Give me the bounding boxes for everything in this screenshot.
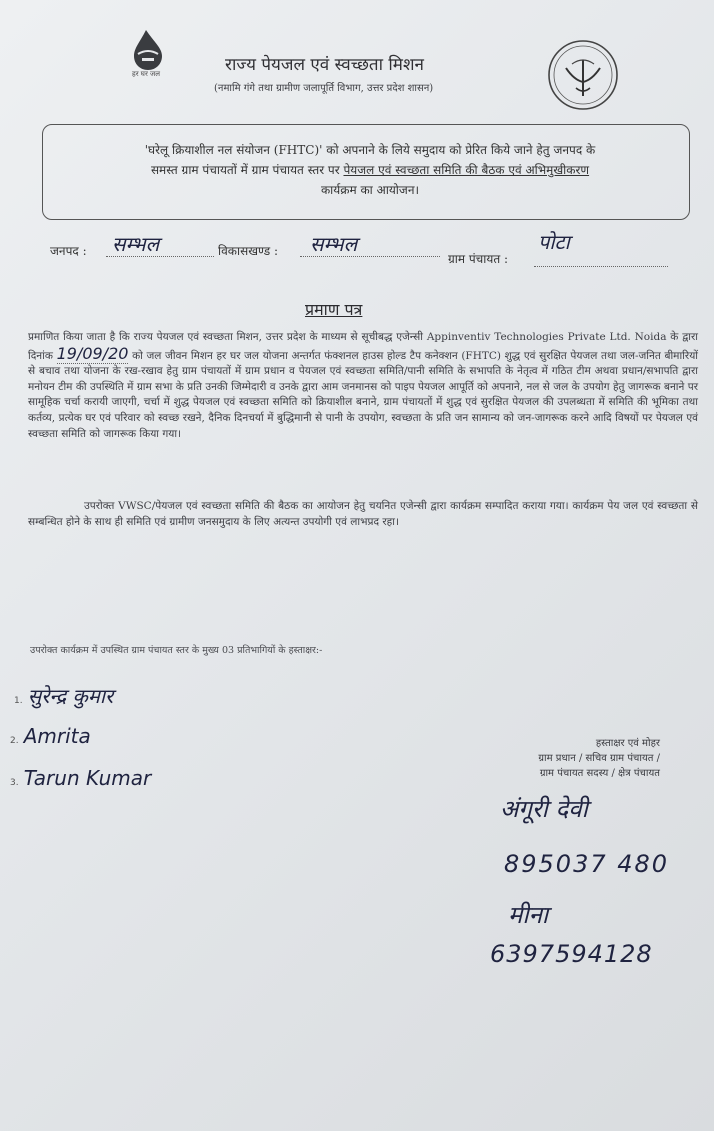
attendee-row-1 xyxy=(14,682,113,709)
up-emblem xyxy=(546,38,620,112)
subject-line-1: 'घरेलू क्रियाशील नल संयोजन (FHTC)' को अपनाने के लिये समुदाय को प्रेरित किये जाने हेतु जनपद के xyxy=(144,143,596,157)
attendee-number: 3. xyxy=(10,778,19,788)
body-p1-part-b: को जल जीवन मिशन हर घर जल योजना अन्तर्गत फंक्शनल हाउस होल्ड टैप कनेक्शन (FHTC) शुद्ध एवं सुरक्षित पेयजल तथा जल-जनित बीमारियों से बचाव तथा योजना के रख-रखाव हेतु ग्राम पंचायतों में ग्राम प्रधान व पेयजल एवं स्वच्छता समिति/पानी समिति के सभापति के नेतृत्व में गठित टीम अथवा प्रधान/सभापति द्वारा मनोयन टीम की उपस्थिति में ग्राम सभा के प्रति उनकी जिम्मेदारी व उनके द्वारा आम जनमानस को पाइप पेयजल आपूर्ति को अपनाने, नल से जल के उपयोग हेतु जागरूक बनाने पर सामूहिक चर्चा करायी जाएगी, चर्चा में शुद्ध पेयजल एवं स्वच्छता समिति को क्रियाशील बनाने, ग्राम पंचायतों में शुद्ध एवं सुरक्षित पेयजल की उपलब्धता में समिति की भूमिका तथा कर्तव्य, प्रत्येक घर एवं परिवार को स्वच्छ रखने, दैनिक दिनचर्या में बुद्धिमानी से पानी के उपयोग, स्वच्छता के प्रति जन सामान्य को जन-जागरूक करने आदि विषयों पर पेयजल एवं स्वच्छता समिति को जागरूक किया गया। xyxy=(28,349,699,440)
attendee-row-3 xyxy=(10,766,151,790)
attendee-signature: Tarun Kumar xyxy=(23,766,152,790)
certificate-body-paragraph-2: उपरोक्त VWSC/पेयजल एवं स्वच्छता समिति की बैठक का आयोजन हेतु चयनित एजेन्सी द्वारा कार्यक्रम सम्पादित कराया गया। कार्यक्रम पेय जल एवं स्वच्छता से सम्बन्धित होने के साथ ही समिति एवं ग्रामीण जनसमुदाय के लिए अत्यन्त उपयोगी एवं लाभप्रद रहा। xyxy=(28,500,698,528)
attendee-row-2 xyxy=(10,724,91,748)
subject-line-3: कार्यक्रम का आयोजन। xyxy=(320,183,420,197)
attendees-label: उपरोक्त कार्यक्रम में उपस्थित ग्राम पंचायत स्तर के मुख्य 03 प्रतिभागियों के हस्ताक्षर:- xyxy=(30,645,323,656)
panchayat-label: ग्राम पंचायत : xyxy=(448,252,509,266)
signatory-labels xyxy=(480,736,660,781)
attendee-signature: सुरेन्द्र कुमार xyxy=(27,684,114,708)
subject-text xyxy=(60,140,680,200)
event-date: 19/09/20 xyxy=(56,343,129,363)
signatory-label-1: हस्ताक्षर एवं मोहर xyxy=(595,738,660,749)
body-p1-part-a: प्रमाणित किया जाता है कि राज्य पेयजल एवं स्वच्छता मिशन, उत्तर प्रदेश के माध्यम से सूचीबद्ध एजेन्सी Appinventiv Technologies Private Ltd. Noida के द्वारा दिनांक xyxy=(28,331,698,362)
attendee-number: 1. xyxy=(14,696,23,706)
signatory-label-3: ग्राम पंचायत सदस्य / क्षेत्र पंचायत xyxy=(539,768,660,779)
signatory-label-2: ग्राम प्रधान / सचिव ग्राम पंचायत / xyxy=(538,753,660,764)
location-fields xyxy=(50,230,680,276)
district-line xyxy=(106,256,214,257)
subject-line-2-plain: समस्त ग्राम पंचायतों में ग्राम पंचायत स्तर पर xyxy=(150,163,340,177)
mission-title: राज्य पेयजल एवं स्वच्छता मिशन xyxy=(225,55,424,75)
contact-phone-2: 6397594128 xyxy=(490,940,653,968)
district-value: सम्भल xyxy=(112,232,160,256)
subject-line-2-underlined: पेयजल एवं स्वच्छता समिति की बैठक एवं अभिमुखीकरण xyxy=(343,163,590,177)
secondary-name: मीना xyxy=(508,901,549,929)
jal-jeevan-logo xyxy=(118,24,188,94)
district-label: जनपद : xyxy=(50,244,87,258)
panchayat-value: पोटा xyxy=(538,230,570,254)
block-label: विकासखण्ड : xyxy=(218,244,279,258)
block-line xyxy=(300,256,440,257)
logo-tagline: हर घर जल xyxy=(132,70,160,78)
pradhan-signature: अंगूरी देवी xyxy=(500,795,588,823)
attendee-signature: Amrita xyxy=(23,724,91,748)
block-value: सम्भल xyxy=(310,232,358,256)
panchayat-line xyxy=(534,266,668,267)
certificate-title: प्रमाण पत्र xyxy=(305,300,363,319)
mission-subtitle: (नमामि गंगे तथा ग्रामीण जलापूर्ति विभाग, उत्तर प्रदेश शासन) xyxy=(214,83,434,94)
contact-phone-1: 895037 480 xyxy=(504,850,670,878)
subject-line-2 xyxy=(60,160,680,180)
attendee-number: 2. xyxy=(10,736,19,746)
certificate-body-paragraph-1 xyxy=(28,330,698,442)
